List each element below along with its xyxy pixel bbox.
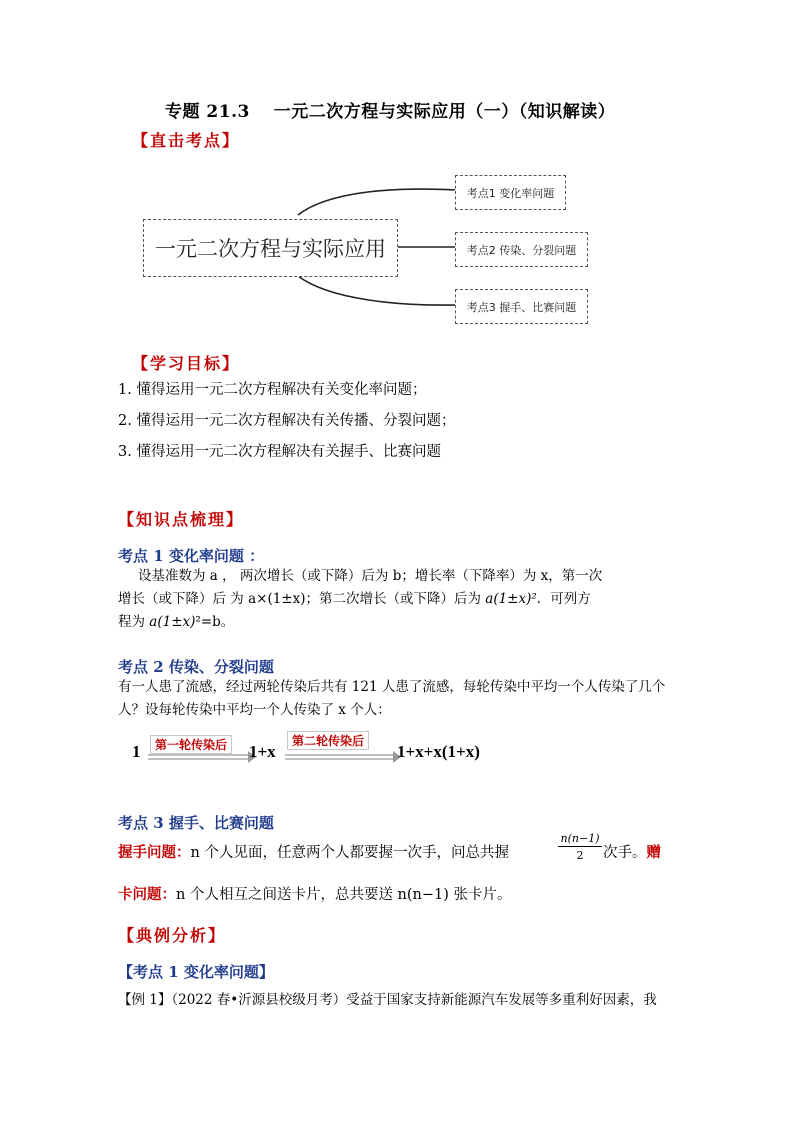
flow-start: 1 [132,742,141,761]
kp3-hand-text-b: 次手。 [603,845,647,861]
kp3-card-line [118,884,512,906]
kp1-line1: 设基准数为 a ， 两次增长（或下降）后为 b；增长率（下降率）为 x，第一次 [138,568,603,584]
kp2-line1: 有一人患了流感，经过两轮传染后共有 121 人患了流感，每轮传染中平均一个人传染了几个 [118,679,666,695]
goal-item: 1. 懂得运用一元二次方程解决有关变化率问题； [118,382,427,398]
kp3-card-label-a: 赠 [646,844,661,861]
kp3-heading: 考点 3 握手、比赛问题 [118,814,274,832]
flow-arrow-2-label: 第二轮传染后 [287,731,369,750]
mindmap-branch-2: 考点2 传染、分裂问题 [455,232,588,267]
example-line1: 【例 1】（2022 春•沂源县校级月考）受益于国家支持新能源汽车发展等多重利好因素，我 [118,992,657,1008]
example-heading: 【考点 1 变化率问题】 [118,963,274,981]
kp1-line3 [118,611,234,633]
mindmap-branch-1: 考点1 变化率问题 [455,175,566,210]
kp3-hand-tail [603,842,661,864]
kp3-fraction [558,832,602,862]
mindmap-center: 一元二次方程与实际应用 [143,219,398,277]
kp2-heading: 考点 2 传染、分裂问题 [118,658,274,676]
section-tag-dianli: 【典例分析】 [118,926,227,945]
goal-item: 3. 懂得运用一元二次方程解决有关握手、比赛问题 [118,444,441,460]
goal-item: 2. 懂得运用一元二次方程解决有关传播、分裂问题； [118,413,456,429]
kp1-line2-text: 增长（或下降）后 为 a×(1±x)；第二次增长（或下降）后为 [118,591,486,607]
kp2-line2: 人？设每轮传染中平均一个人传染了 x 个人： [118,702,391,718]
kp3-hand-label: 握手问题： [118,844,191,861]
mindmap-branch-3: 考点3 握手、比赛问题 [455,289,588,324]
kp1-line3-formula: a(1±x) [149,614,196,630]
flow-mid: 1+x [249,742,276,761]
section-tag-shuli: 【知识点梳理】 [118,510,245,529]
kp3-hand-text: n 个人见面，任意两个人都要握一次手，问总共握 [190,845,509,861]
section-tag-xuexi: 【学习目标】 [132,354,241,373]
kp3-card-text: n 个人相互之间送卡片，总共要送 n(n−1) 张卡片。 [176,887,512,903]
kp1-line2-formula: a(1±x)² [485,591,537,607]
page-title: 专题 21.3 一元二次方程与实际应用（一）（知识解读） [165,102,616,122]
kp1-heading: 考点 1 变化率问题 ： [118,547,265,565]
section-tag-zhiji: 【直击考点】 [132,131,241,150]
kp3-hand-line [118,842,509,864]
flow-end: 1+x+x(1+x) [397,742,480,761]
kp1-line2-tail: ．可列方 [536,591,591,607]
mindmap-connectors [0,0,794,340]
kp3-card-label-b: 卡问题： [118,886,176,903]
kp1-line3-text: 程为 [118,614,150,630]
kp1-line2 [118,588,591,610]
kp1-line3-tail: ²=b。 [195,614,235,630]
kp3-frac-num: n(n−1) [558,832,602,847]
flow-arrow-1-label: 第一轮传染后 [150,735,232,754]
kp3-frac-den: 2 [576,849,584,862]
